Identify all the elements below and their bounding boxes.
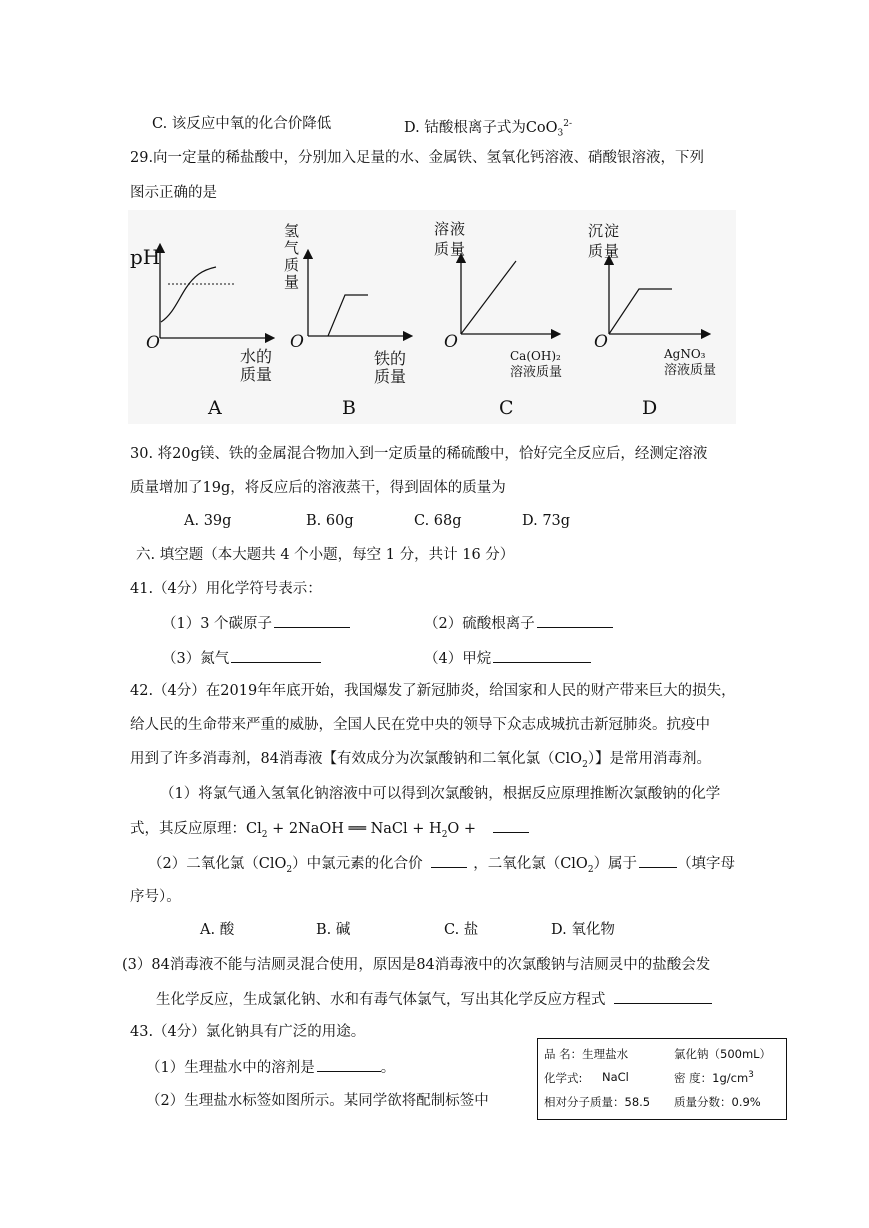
graph-d-letter: D <box>642 397 658 419</box>
graph-b-letter: B <box>342 397 356 419</box>
q30-option-a: A. 39g <box>184 513 232 529</box>
graph-a-letter: A <box>208 397 222 419</box>
graph-b <box>284 222 408 419</box>
q42-part2-line1: （2）二氧化氯（ClO$_2$）中氯元素的化合价 ，二氧化氯（ClO$_2$）属于 （填字母 <box>148 853 735 880</box>
q43-blank-solvent[interactable] <box>317 1057 381 1072</box>
graph-a-curve <box>161 267 216 322</box>
graph-b-x-label-1: 铁的 <box>374 349 407 368</box>
graph-a-y-label: pH <box>130 245 161 269</box>
graph-c-x-label-1: Ca(OH)₂ <box>510 349 561 363</box>
q30-option-d: D. 73g <box>522 513 571 529</box>
graph-d-y-label-0: 沉 <box>588 222 604 240</box>
q30-option-c: C. 68g <box>414 513 462 529</box>
q42-part1-line1: （1）将氯气通入氢氧化钠溶液中可以得到次氯酸钠，根据反应原理推断次氯酸钠的化学 <box>160 786 721 802</box>
graph-d-line <box>609 289 672 334</box>
q42-line1: 42.（4分）在2019年年底开始，我国爆发了新冠肺炎，给国家和人民的财产带来巨大的损失， <box>130 683 736 699</box>
q30-stem-line2: 质量增加了19g，将反应后的溶液蒸干，得到固体的质量为 <box>130 480 506 496</box>
saline-label-volume: 氯化钠（500mL） <box>674 1047 772 1061</box>
q42-option-c: C. 盐 <box>444 922 479 938</box>
q41-blank-2[interactable] <box>537 613 613 628</box>
q28-option-d: D. 钴酸根离子式为CoO$_3^{2-}$ <box>404 119 573 139</box>
q41-blank-3[interactable] <box>231 648 321 663</box>
graph-a-x-label-1: 水的 <box>240 347 273 366</box>
graph-a-origin: O <box>146 333 160 353</box>
graph-d <box>588 222 716 419</box>
graph-c-x-label-2: 溶液质量 <box>510 365 563 380</box>
q41-item-4: （4）甲烷 <box>424 648 591 669</box>
q29-graphs-svg <box>128 210 736 424</box>
graph-b-x-label-2: 质量 <box>374 367 407 386</box>
q43-part1: （1）生理盐水中的溶剂是 。 <box>146 1057 395 1078</box>
graph-d-origin: O <box>594 332 608 352</box>
q42-option-b: B. 碱 <box>316 922 351 938</box>
graph-d-y-label-3: 量 <box>604 242 620 260</box>
q42-part1-line2: 式，其反应原理：$Cl_2$ + 2NaOH ══ NaCl + $H_2O$ + <box>130 818 529 845</box>
q41-blank-1[interactable] <box>274 613 350 628</box>
q30-option-b: B. 60g <box>306 513 354 529</box>
q42-part2-line2: 序号）。 <box>130 889 181 905</box>
q41-stem: 41.（4分）用化学符号表示： <box>130 581 322 597</box>
graph-b-y-label-0: 氢 <box>284 222 300 240</box>
graph-c-y-label-1: 液 <box>450 220 466 238</box>
q42-blank-product[interactable] <box>493 818 529 833</box>
saline-label-name: 品 名：生理盐水 <box>544 1047 629 1061</box>
graph-c-line <box>461 261 516 334</box>
graph-b-origin: O <box>290 332 304 352</box>
q42-line2: 给人民的生命带来严重的威胁，全国人民在党中央的领导下众志成城抗击新冠肺炎。抗疫中 <box>130 717 710 733</box>
graph-c <box>434 220 562 419</box>
graph-a-x-label-2: 质量 <box>240 365 273 384</box>
q41-item-2: （2）硫酸根离子 <box>424 613 613 634</box>
graph-d-x-label-1: AgNO₃ <box>664 347 706 361</box>
graph-b-line <box>328 295 368 336</box>
graph-a <box>130 245 272 419</box>
q43-part2: （2）生理盐水标签如图所示。某同学欲将配制标签中 <box>146 1093 489 1109</box>
q42-blank-valence[interactable] <box>431 853 467 868</box>
saline-label-molar-mass: 相对分子质量：58.5 <box>544 1095 651 1109</box>
graph-b-y-label-3: 量 <box>284 273 300 291</box>
graph-c-y-label-3: 量 <box>450 240 466 258</box>
saline-label-mass-fraction: 质量分数：0.9% <box>674 1095 761 1109</box>
graph-d-y-label-2: 质 <box>588 242 604 260</box>
graph-c-letter: C <box>499 397 514 419</box>
graph-d-x-label-2: 溶液质量 <box>664 363 717 378</box>
graph-d-y-label-1: 淀 <box>604 222 620 240</box>
q42-part3-line1: (3）84消毒液不能与洁厕灵混合使用，原因是84消毒液中的次氯酸钠与洁厕灵中的盐酸会发 <box>122 957 711 973</box>
q28-option-c: C. 该反应中氧的化合价降低 <box>152 116 332 132</box>
q43-stem: 43.（4分）氯化钠具有广泛的用途。 <box>130 1024 366 1040</box>
q42-blank-category[interactable] <box>639 853 677 868</box>
graph-b-y-label-1: 气 <box>284 239 300 257</box>
q29-stem-line1: 29.向一定量的稀盐酸中，分别加入足量的水、金属铁、氢氧化钙溶液、硝酸银溶液，下列 <box>130 150 705 166</box>
graph-b-y-label-2: 质 <box>284 256 300 274</box>
saline-label-formula-label: 化学式: <box>544 1071 583 1085</box>
saline-label-formula: NaCl <box>602 1070 629 1084</box>
q42-option-d: D. 氧化物 <box>551 922 615 938</box>
q30-stem-line1: 30. 将20g镁、铁的金属混合物加入到一定质量的稀硫酸中，恰好完全反应后，经测定溶液 <box>130 446 708 462</box>
q42-line3: 用到了许多消毒剂，84消毒液【有效成分为次氯酸钠和二氧化氯（ClO$_2$）】是常用消毒剂。 <box>130 751 712 770</box>
q29-graphs-figure <box>128 210 736 424</box>
q29-stem-line2: 图示正确的是 <box>130 185 217 201</box>
graph-c-y-label-0: 溶 <box>434 220 450 238</box>
q42-blank-equation[interactable] <box>614 989 712 1004</box>
graph-c-y-label-2: 质 <box>434 240 450 258</box>
q41-blank-4[interactable] <box>493 648 591 663</box>
section-6-heading: 六. 填空题（本大题共 4 个小题，每空 1 分，共计 16 分） <box>136 547 515 563</box>
graph-c-origin: O <box>444 332 458 352</box>
saline-label-density: 密 度：$1g/cm^3$ <box>674 1070 754 1085</box>
saline-label-box <box>537 1038 787 1120</box>
q41-item-1: （1）3 个碳原子 <box>162 613 350 634</box>
q42-part3-line2: 生化学反应，生成氯化钠、水和有毒气体氯气，写出其化学反应方程式 <box>156 989 712 1010</box>
q42-option-a: A. 酸 <box>200 922 235 938</box>
q41-item-3: （3）氮气 <box>162 648 321 669</box>
